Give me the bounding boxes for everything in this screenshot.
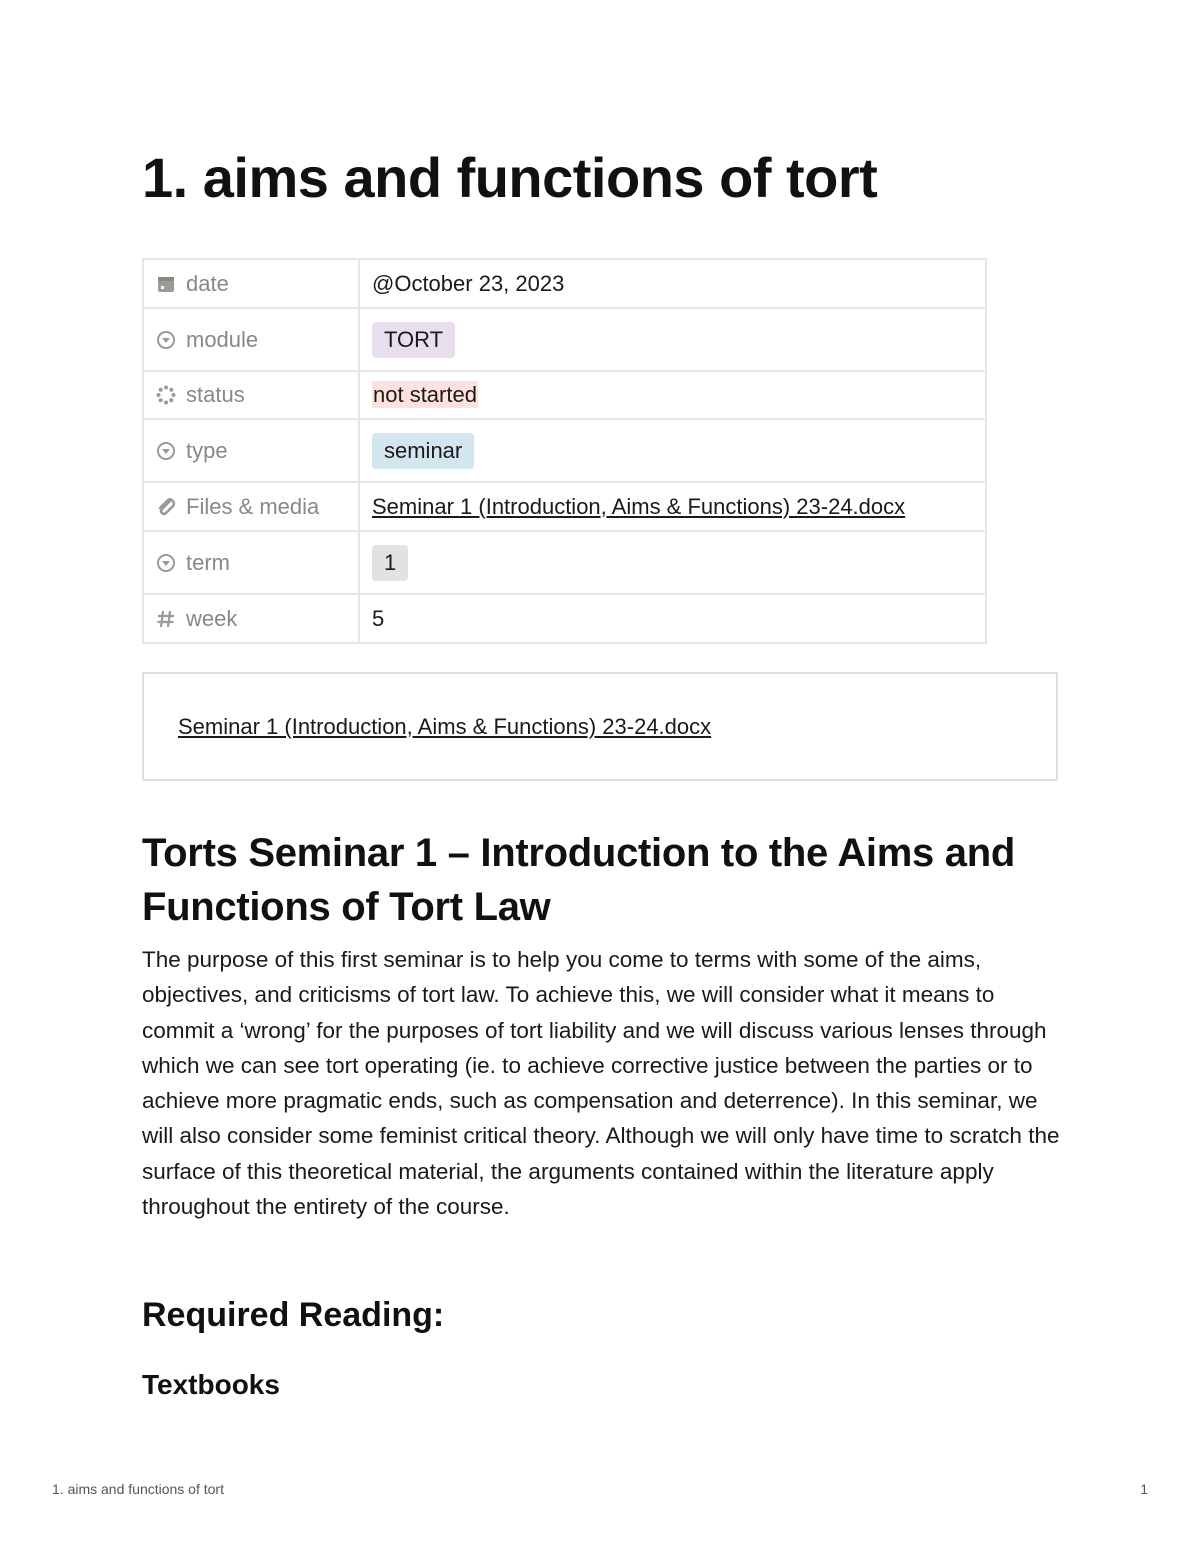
- property-key-type[interactable]: [143, 419, 359, 482]
- property-key-week[interactable]: [143, 594, 359, 643]
- property-value-type[interactable]: [359, 419, 986, 482]
- property-label-module: module: [186, 326, 259, 352]
- status-badge[interactable]: not started: [373, 382, 477, 407]
- property-key-date[interactable]: [143, 259, 359, 308]
- property-row-week: [143, 594, 986, 643]
- property-key-files[interactable]: [143, 482, 359, 531]
- footer-page-number: 1: [1140, 1481, 1148, 1497]
- property-value-files[interactable]: [359, 482, 986, 531]
- property-label-term: term: [186, 549, 230, 575]
- property-label-status: status: [186, 382, 245, 407]
- property-row-type: [143, 419, 986, 482]
- select-icon: [156, 330, 176, 350]
- file-attachment-block[interactable]: [142, 672, 1058, 781]
- property-value-term[interactable]: [359, 531, 986, 594]
- calendar-icon: [156, 274, 176, 294]
- property-row-module: [143, 308, 986, 371]
- property-value-module[interactable]: [359, 308, 986, 371]
- properties-table: [142, 258, 987, 644]
- property-value-week[interactable]: 5: [359, 594, 986, 643]
- property-label-week: week: [186, 605, 238, 631]
- property-row-files: [143, 482, 986, 531]
- property-label-files: Files & media: [186, 493, 320, 519]
- intro-paragraph: The purpose of this first seminar is to help you come to terms with some of the aims, objectives, and criticisms of tort law. To achieve this, we will consider what it means to commit a ‘wrong’ for the purposes of tort liability and we will discuss various lenses through which we can see tort operating (ie. to achieve corrective justice between the parties or to achieve more pragmatic ends, such as compensation and deterrence). In this seminar, we will also consider some feminist critical theory. Although we will only have time to scratch the surface of this theoretical material, the arguments contained within the literature apply throughout the entirety of the course.: [142, 947, 1060, 1220]
- select-icon: [156, 553, 176, 573]
- attachment-link[interactable]: Seminar 1 (Introduction, Aims & Functions) 23-24.docx: [178, 714, 712, 739]
- property-value-status[interactable]: [359, 371, 986, 419]
- type-tag[interactable]: seminar: [372, 433, 474, 469]
- hash-icon: [156, 609, 176, 629]
- property-label-date: date: [186, 270, 229, 296]
- select-icon: [156, 441, 176, 461]
- property-row-date: [143, 259, 986, 308]
- property-row-status: [143, 371, 986, 419]
- module-tag[interactable]: TORT: [372, 322, 455, 358]
- textbooks-heading: Textbooks: [142, 1369, 280, 1400]
- term-tag[interactable]: 1: [372, 545, 408, 581]
- property-key-status[interactable]: [143, 371, 359, 419]
- page-title: 1. aims and functions of tort: [142, 146, 878, 209]
- required-reading-heading: Required Reading:: [142, 1296, 445, 1334]
- status-icon: [156, 385, 176, 405]
- paperclip-icon: [156, 497, 176, 517]
- files-link[interactable]: Seminar 1 (Introduction, Aims & Functions) 23-24.docx: [372, 493, 906, 519]
- footer-doc-name: 1. aims and functions of tort: [52, 1481, 224, 1497]
- property-key-module[interactable]: [143, 308, 359, 371]
- seminar-heading: Torts Seminar 1 – Introduction to the Aims and Functions of Tort Law: [142, 831, 1015, 929]
- property-value-date[interactable]: @October 23, 2023: [359, 259, 986, 308]
- property-row-term: [143, 531, 986, 594]
- property-key-term[interactable]: [143, 531, 359, 594]
- property-label-type: type: [186, 437, 228, 463]
